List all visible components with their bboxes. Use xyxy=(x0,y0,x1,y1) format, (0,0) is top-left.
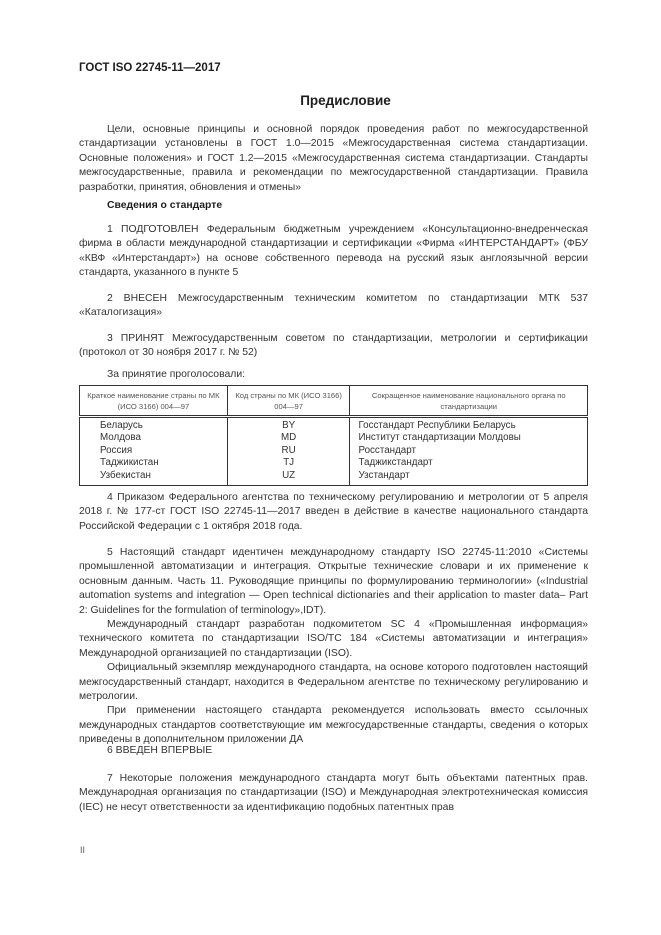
intro-block xyxy=(79,123,588,195)
table-row xyxy=(80,417,588,433)
table-row xyxy=(80,457,588,469)
cell-body: Росстандарт xyxy=(350,445,588,457)
cell-country: Молдова xyxy=(80,432,228,444)
vote-label: За принятие проголосовали: xyxy=(107,369,246,380)
cell-code: MD xyxy=(227,432,350,444)
table-row xyxy=(80,432,588,444)
item-2-block xyxy=(79,292,588,321)
item-1-block xyxy=(79,223,588,281)
table-row xyxy=(80,470,588,486)
table-header-row xyxy=(80,386,588,417)
cell-code: TJ xyxy=(227,457,350,469)
intro-paragraph: Цели, основные принципы и основной порядок проведения работ по межгосударственной стандартизации установлены в ГОСТ 1.0—2015 «Межгосударственная система стандартизации. Основные положения» и ГОСТ 1.2—2015 «Межгосударственная система стандартизации. Стандарты межгосударственные, правила и рекомендации по межгосударственной стандартизации. Правила разработки, принятия, обновления и отмены» xyxy=(79,124,588,193)
page-title: Предисловие xyxy=(300,93,391,108)
cell-country: Таджикистан xyxy=(80,457,228,469)
cell-code: BY xyxy=(227,417,350,433)
item-5-subparagraph-2: Официальный экземпляр международного стандарта, на основе которого подготовлен настоящий межгосударственный стандарт, находится в Федеральном агентстве по техническому регулированию и метрологии. xyxy=(79,662,588,703)
voting-table-wrapper xyxy=(79,385,588,486)
item-5-block xyxy=(79,546,588,748)
item-4-paragraph: 4 Приказом Федерального агентства по техническому регулированию и метрологии от 5 апреля 2018 г. № 177-ст ГОСТ ISO 22745-11—2017 введен в действие в качестве национального стандарта Российской Федерации с 1 октября 2018 года. xyxy=(79,492,588,532)
item-2-paragraph: 2 ВНЕСЕН Межгосударственным техническим комитетом по стандартизации МТК 537 «Каталогизация» xyxy=(79,293,588,319)
item-6-block xyxy=(79,744,588,758)
section-heading: Сведения о стандарте xyxy=(107,200,223,211)
cell-country: Узбекистан xyxy=(80,470,228,486)
column-header-code: Код страны по МК (ИСО 3166) 004—97 xyxy=(227,386,350,417)
item-5-subparagraph-1: Международный стандарт разработан подкомитетом SC 4 «Промышленная информация» технического комитета по стандартизации ISO/TC 184 «Системы автоматизации и интеграция» Международной организацией по стандартизации (ISO). xyxy=(79,619,588,659)
cell-body: Таджикстандарт xyxy=(350,457,588,469)
column-header-body: Сокращенное наименование национального органа по стандартизации xyxy=(350,386,588,417)
item-3-block xyxy=(79,332,588,361)
item-7-paragraph: 7 Некоторые положения международного стандарта могут быть объектами патентных прав. Международная организация по стандартизации (ISO) и Международная электротехническая комиссия (IEC) не несут ответственности за идентификацию подобных патентных прав xyxy=(79,773,588,813)
item-6-paragraph: 6 ВВЕДЕН ВПЕРВЫЕ xyxy=(107,745,213,756)
document-code: ГОСТ ISO 22745-11—2017 xyxy=(79,62,221,74)
cell-body: Госстандарт Республики Беларусь xyxy=(350,417,588,433)
cell-body: Институт стандартизации Молдовы xyxy=(350,432,588,444)
item-1-paragraph: 1 ПОДГОТОВЛЕН Федеральным бюджетным учреждением «Консультационно-внедренческая фирма в области международной стандартизации и сертификации «Фирма «ИНТЕРСТАНДАРТ» (ФБУ «КВФ «Интерстандарт») на основе собственного перевода на русский язык англоязычной версии стандарта, указанного в пункте 5 xyxy=(79,224,588,279)
vote-label-block xyxy=(79,368,588,382)
item-5-paragraph: 5 Настоящий стандарт идентичен международному стандарту ISO 22745-11:2010 «Системы промышленной автоматизации и интеграция. Открытые технические словари и их применение к основным данным. Часть 11. Руководящие принципы по формулированию терминологии» («Industrial automation systems and integration — Open technical dictionaries and their application to master data– Part 2: Guidelines for the formulation of terminology»,IDT). xyxy=(79,547,588,616)
cell-code: RU xyxy=(227,445,350,457)
cell-body: Узстандарт xyxy=(350,470,588,486)
item-5-subparagraph-3: При применении настоящего стандарта рекомендуется использовать вместо ссылочных международных стандартов соответствующие им межгосударственные стандарты, сведения о которых приведены в дополнительном приложении ДА xyxy=(79,705,588,746)
item-4-block xyxy=(79,491,588,534)
page-number: II xyxy=(80,845,86,855)
cell-code: UZ xyxy=(227,470,350,486)
item-3-paragraph: 3 ПРИНЯТ Межгосударственным советом по стандартизации, метрологии и сертификации (протокол от 30 ноября 2017 г. № 52) xyxy=(79,333,588,359)
item-7-block xyxy=(79,772,588,815)
section-heading-block xyxy=(79,199,588,213)
voting-table xyxy=(79,385,588,486)
cell-country: Россия xyxy=(80,445,228,457)
cell-country: Беларусь xyxy=(80,417,228,433)
table-row xyxy=(80,445,588,457)
column-header-country: Краткое наименование страны по МК (ИСО 3166) 004—97 xyxy=(80,386,228,417)
